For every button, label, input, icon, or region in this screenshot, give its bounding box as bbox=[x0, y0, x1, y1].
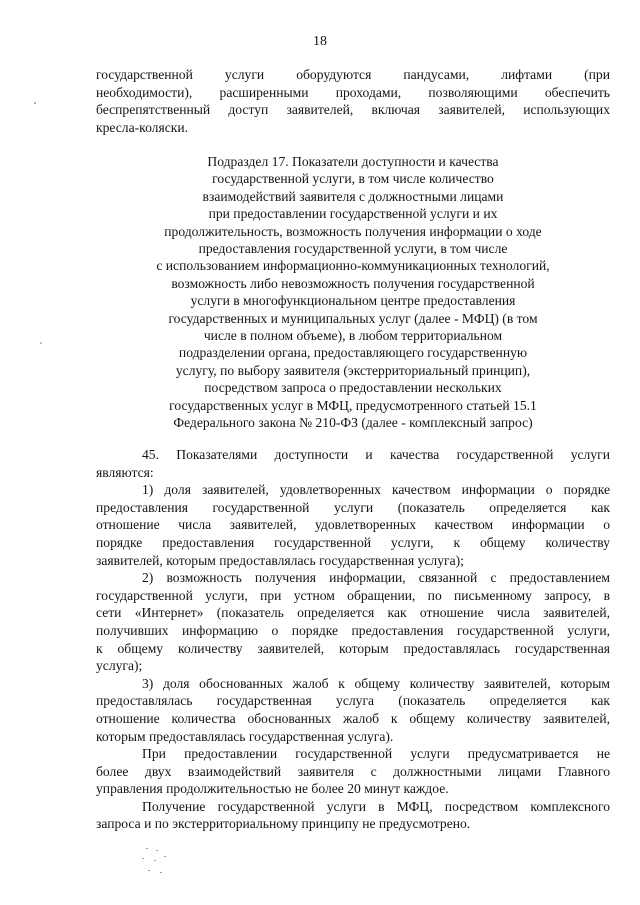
text-line: предоставлялась государственная услуга (показатель определяется как bbox=[96, 693, 610, 709]
list-item-1 bbox=[96, 481, 610, 569]
paragraph-mfc bbox=[96, 798, 610, 833]
page-number: 18 bbox=[313, 34, 327, 49]
text-line: 45. Показателями доступности и качества государственной услуги bbox=[142, 447, 610, 462]
heading-line: государственной услуги, в том числе количество bbox=[212, 171, 494, 187]
section-45-intro bbox=[96, 446, 610, 481]
text-line: управления продолжительностью не более 20 минут каждое. bbox=[96, 781, 449, 797]
scan-mark bbox=[40, 342, 42, 344]
subsection-heading bbox=[96, 153, 610, 432]
text-line: 1) доля заявителей, удовлетворенных качеством информации о порядке bbox=[142, 482, 610, 498]
heading-line: с использованием информационно-коммуникационных технологий, bbox=[156, 258, 550, 274]
text-line: более двух взаимодействий заявителя с должностными лицами Главного bbox=[96, 763, 610, 779]
text-line: сети «Интернет» (показатель определяется как отношение числа заявителей, bbox=[96, 605, 610, 621]
heading-line: услуги в многофункциональном центре предоставления bbox=[190, 293, 516, 309]
heading-line: государственных и муниципальных услуг (далее - МФЦ) (в том bbox=[168, 310, 538, 326]
text-line: получивших информацию о порядке предоставления государственной услуги, bbox=[96, 622, 610, 638]
scan-noise bbox=[140, 846, 180, 876]
text-line: необходимости), расширенными проходами, позволяющими обеспечить bbox=[96, 84, 610, 100]
text-line: При предоставлении государственной услуги предусматривается не bbox=[142, 746, 610, 762]
heading-line: Подраздел 17. Показатели доступности и качества bbox=[207, 154, 499, 169]
text-line: 3) доля обоснованных жалоб к общему количеству заявителей, которым bbox=[142, 675, 610, 691]
text-line: предоставления государственной услуги (показатель определяется как bbox=[96, 499, 610, 515]
heading-line: предоставления государственной услуги, в том числе bbox=[198, 241, 508, 257]
text-line: порядке предоставления государственной услуги, к общему количеству bbox=[96, 534, 610, 550]
text-line: услуга); bbox=[96, 658, 143, 674]
text-line: заявителей, которым предоставлялась государственная услуга); bbox=[96, 552, 464, 568]
text-line: к общему количеству заявителей, которым предоставлялась государственная bbox=[96, 640, 610, 656]
heading-line: услугу, по выбору заявителя (экстерриториальный принцип), bbox=[175, 362, 531, 378]
heading-line: продолжительность, возможность получения информации о ходе bbox=[164, 223, 542, 239]
heading-line: Федерального закона № 210-ФЗ (далее - комплексный запрос) bbox=[173, 415, 533, 431]
list-item-3 bbox=[96, 675, 610, 745]
text-line: государственной услуги оборудуются пандусами, лифтами (при bbox=[96, 67, 610, 82]
heading-line: посредством запроса о предоставлении нескольких bbox=[204, 380, 502, 396]
heading-line: взаимодействий заявителя с должностными лицами bbox=[202, 188, 504, 204]
heading-line: при предоставлении государственной услуги и их bbox=[208, 206, 498, 222]
heading-line: возможность либо невозможность получения государственной bbox=[171, 275, 535, 291]
scan-mark bbox=[34, 102, 36, 104]
text-line: запроса и по экстерриториальному принципу не предусмотрено. bbox=[96, 816, 471, 832]
text-line: отношение количества обоснованных жалоб к общему количеству заявителей, bbox=[96, 710, 610, 726]
lead-paragraph bbox=[96, 66, 610, 136]
heading-line: подразделении органа, предоставляющего государственную bbox=[178, 345, 528, 361]
heading-line: государственных услуг в МФЦ, предусмотренного статьей 15.1 bbox=[169, 397, 537, 413]
text-line: беспрепятственный доступ заявителей, включая заявителей, использующих bbox=[96, 102, 610, 118]
text-line: кресла-коляски. bbox=[96, 119, 189, 135]
section-45 bbox=[96, 446, 610, 833]
list-item-2 bbox=[96, 569, 610, 675]
paragraph-interactions bbox=[96, 745, 610, 798]
heading-line: числе в полном объеме), в любом территориальном bbox=[203, 328, 503, 344]
text-line: которым предоставлялась государственная услуга). bbox=[96, 728, 394, 744]
text-line: 2) возможность получения информации, связанной с предоставлением bbox=[142, 570, 610, 586]
text-line: являются: bbox=[96, 464, 154, 480]
text-line: отношение числа заявителей, удовлетворенных качеством информации о bbox=[96, 517, 610, 533]
text-line: государственной услуги, при устном обращении, по письменному запросу, в bbox=[96, 587, 610, 603]
text-line: Получение государственной услуги в МФЦ, посредством комплексного bbox=[142, 798, 610, 814]
